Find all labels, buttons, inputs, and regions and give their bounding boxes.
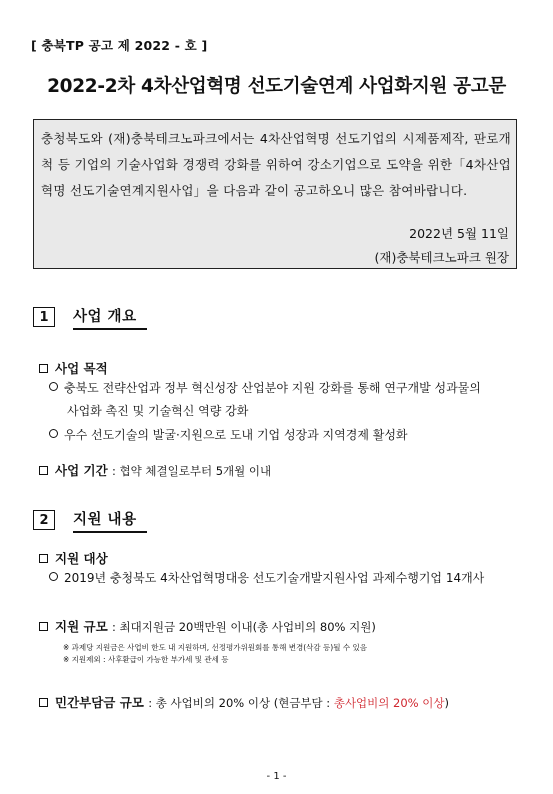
burden-value: : 총 사업비의 20% 이상 (현금부담 :: [148, 696, 334, 710]
target-heading: [39, 549, 108, 567]
page-number: - 1 -: [266, 771, 287, 782]
scale-note-1: ※ 과제당 지원금은 사업비 한도 내 지원하며, 선정평가위원회를 통해 변경(삭감 등)될 수 있음: [63, 643, 367, 652]
circle-bullet-icon: [49, 382, 58, 391]
section-2-number: 2: [33, 510, 55, 530]
period-heading: [39, 461, 271, 479]
burden-heading: [39, 693, 449, 711]
burden-label: 민간부담금 규모: [55, 695, 144, 710]
intro-body: 충청북도와 (재)충북테크노파크에서는 4차산업혁명 선도기업의 시제품제작, 판로개척 등 기업의 기술사업화 경쟁력 강화를 위하여 강소기업으로 도약을 위한「4차산업혁명 선도기술연계지원사업」을 다음과 같이 공고하오니 많은 참여바랍니다.: [41, 131, 511, 198]
scale-value: : 최대지원금 20백만원 이내(총 사업비의 80% 지원): [112, 620, 376, 634]
section-1-title: 사업 개요: [73, 305, 147, 330]
scale-note-2: ※ 지원제외 : 사후환급이 가능한 부가세 및 관세 등: [63, 655, 229, 664]
purpose-bullet-1-text: 충북도 전략산업과 정부 혁신성장 산업분야 지원 강화를 통해 연구개발 성과물의: [64, 381, 481, 395]
target-bullet: [49, 567, 484, 589]
burden-highlight: 총사업비의 20% 이상: [333, 696, 445, 710]
intro-organization: (재)충북테크노파크 원장: [374, 250, 509, 265]
period-label: 사업 기간: [55, 463, 108, 478]
square-bullet-icon: [39, 554, 48, 563]
section-1-number: 1: [33, 307, 55, 327]
notice-number: [ 충북TP 공고 제 2022 - 호 ]: [31, 38, 208, 53]
square-bullet-icon: [39, 622, 48, 631]
scale-label: 지원 규모: [55, 619, 108, 634]
purpose-bullet-1: [49, 377, 481, 399]
section-1-heading: [33, 306, 147, 328]
target-label: 지원 대상: [55, 551, 108, 566]
page-title: 2022-2차 4차산업혁명 선도기술연계 사업화지원 공고문: [47, 76, 506, 97]
target-bullet-text: 2019년 충청북도 4차산업혁명대응 선도기술개발지원사업 과제수행기업 14개사: [64, 571, 485, 585]
scale-heading: [39, 617, 376, 635]
intro-date: 2022년 5월 11일: [409, 226, 509, 241]
circle-bullet-icon: [49, 572, 58, 581]
period-value: : 협약 체결일로부터 5개월 이내: [112, 464, 272, 478]
intro-box: [33, 119, 517, 269]
burden-tail: ): [444, 696, 449, 710]
purpose-label: 사업 목적: [55, 361, 108, 376]
square-bullet-icon: [39, 698, 48, 707]
purpose-bullet-1-cont: 사업화 촉진 및 기술혁신 역량 강화: [67, 404, 249, 418]
section-2-heading: [33, 509, 147, 531]
purpose-bullet-2: [49, 424, 408, 446]
purpose-bullet-2-text: 우수 선도기술의 발굴·지원으로 도내 기업 성장과 지역경제 활성화: [64, 428, 408, 442]
section-2-title: 지원 내용: [73, 508, 147, 533]
circle-bullet-icon: [49, 429, 58, 438]
purpose-heading: [39, 359, 108, 377]
square-bullet-icon: [39, 364, 48, 373]
square-bullet-icon: [39, 466, 48, 475]
